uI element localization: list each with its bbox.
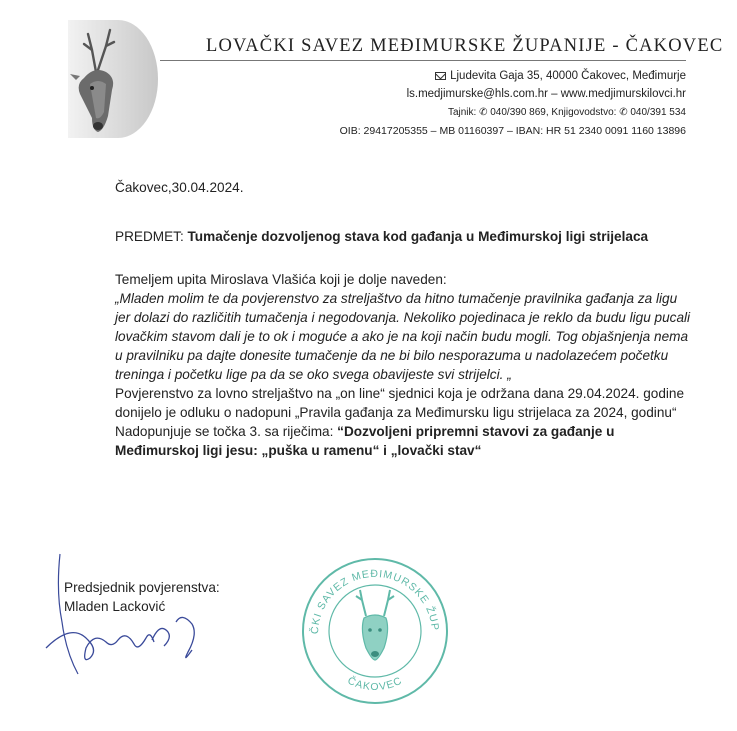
intro-line: Temeljem upita Miroslava Vlašića koji je dolje naveden: [115,272,447,287]
amendment-text: “Dozvoljeni pripremni stavovi za gađanje u Međimurskoj ligi jesu: „puška u ramenu“ i „lovački stav“ [115,424,615,458]
letter-subject [115,227,695,246]
letter-body [115,270,695,460]
email-web-line: ls.medjimurske@hls.com.hr – www.medjimurskilovci.hr [406,88,686,100]
envelope-icon [435,72,446,80]
decision-paragraph: Povjerenstvo za lovno streljaštvo na „on line“ sjednici koja je održana dana 29.04.2024. godine donijelo je odluku o nadopuni „Pravila gađanja za Međimursku ligu strijelaca za 2024, godinu“ [115,386,685,420]
header-divider [160,60,686,61]
ids-line: OIB: 29417205355 – MB 01160397 – IBAN: HR 51 2340 0091 1160 13896 [339,125,686,137]
address-line: Ljudevita Gaja 35, 40000 Čakovec, Međimurje [435,70,686,82]
letter-date: Čakovec,30.04.2024. [115,180,244,195]
organization-title: LOVAČKI SAVEZ MEĐIMURSKE ŽUPANIJE - ČAKOVEC [206,36,724,56]
roe-deer-logo [68,20,158,138]
signatory-role: Predsjednik povjerenstva: [64,580,220,595]
phones-line: Tajnik: ✆ 040/390 869, Knjigovodstvo: ✆ 040/391 534 [447,107,686,118]
amendment-paragraph [115,422,695,460]
signatory-name: Mladen Lacković [64,599,166,614]
amendment-lead: Nadopunjuje se točka 3. sa riječima: [115,424,338,439]
official-stamp [300,556,450,706]
handwritten-signature [42,552,232,682]
quoted-request: „Mladen molim te da povjerenstvo za streljaštvo da hitno tumačenje pravilnika gađanja za ligu jer dolazi do različitih tumačenja i negodovanja. Nekoliko pojedinaca je reklo da budu ligu pucali lovačkim stavom dali je to ok i moguće a ako je na koji način budu mogli. Tog objašnjenja nema u pravilniku pa dajte donesite tumačenje da ne bi bilo nesporazuma u nadolazećem početku treninga i početku lige pa da se oko svega obavijeste svi strijelci. „ [115,291,691,382]
signature-block [64,578,220,616]
stamp-arc-text: ČKI SAVEZ MEĐIMURSKE ŽUP [308,567,441,635]
subject-label: PREDMET: [115,229,188,244]
subject-text: Tumačenje dozvoljenog stava kod gađanja u Međimurskoj ligi strijelaca [187,229,649,244]
stamp-city-text: ČAKOVEC [345,674,405,694]
